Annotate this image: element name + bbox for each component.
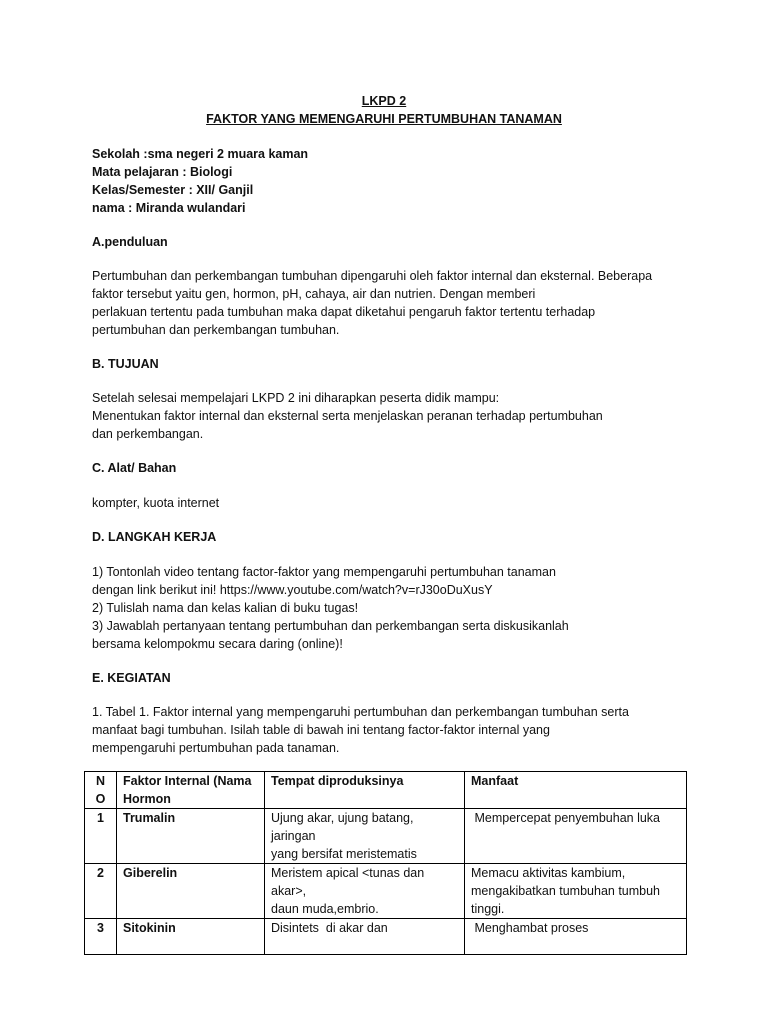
- document-code: LKPD 2: [361, 94, 407, 108]
- school-line: Sekolah :sma negeri 2 muara kaman: [92, 147, 309, 161]
- section-a-line: pertumbuhan dan perkembangan tumbuhan.: [92, 323, 340, 337]
- table-header-row: [85, 772, 687, 809]
- row-factor: Giberelin: [117, 864, 265, 919]
- row-place-line: daun muda,embrio.: [271, 902, 379, 916]
- table-row: [85, 864, 687, 919]
- step-line-link: dengan link berikut ini! https://www.youtube.com/watch?v=rJ30oDuXusY: [92, 583, 493, 597]
- header-place: Tempat diproduksinya: [265, 772, 465, 809]
- header-no-line: O: [95, 792, 106, 806]
- section-b-line: Menentukan faktor internal dan eksternal serta menjelaskan peranan terhadap pertumbuhan: [92, 409, 603, 423]
- activity-line: mempengaruhi pertumbuhan pada tanaman.: [92, 741, 340, 755]
- step-line: 3) Jawablah pertanyaan tentang pertumbuhan dan perkembangan serta diskusikanlah: [92, 619, 569, 633]
- subject-line: Mata pelajaran : Biologi: [92, 165, 233, 179]
- step-line: bersama kelompokmu secara daring (online)!: [92, 637, 343, 651]
- section-c-text: kompter, kuota internet: [92, 496, 220, 510]
- section-c-heading: C. Alat/ Bahan: [92, 461, 177, 475]
- header-factor: [117, 772, 265, 809]
- row-place-line: Ujung akar, ujung batang, jaringan: [271, 811, 414, 843]
- section-e-heading: E. KEGIATAN: [92, 671, 171, 685]
- row-number: 3: [85, 919, 117, 955]
- section-b-line: Setelah selesai mempelajari LKPD 2 ini diharapkan peserta didik mampu:: [92, 391, 500, 405]
- internal-factors-table: [84, 771, 687, 955]
- row-place-line: Disintets di akar dan: [271, 921, 388, 935]
- row-benefit: [465, 919, 687, 955]
- section-a-heading: A.penduluan: [92, 235, 168, 249]
- section-b-heading: B. TUJUAN: [92, 357, 159, 371]
- step-line: 1) Tontonlah video tentang factor-faktor yang mempengaruhi pertumbuhan tanaman: [92, 565, 556, 579]
- document-title: FAKTOR YANG MEMENGARUHI PERTUMBUHAN TANAMAN: [206, 112, 562, 126]
- row-number: 2: [85, 864, 117, 919]
- row-benefit-line: tinggi.: [471, 902, 505, 916]
- row-place-line: yang bersifat meristematis: [271, 847, 417, 861]
- header-factor-line: Hormon: [123, 792, 171, 806]
- row-place-line: Meristem apical <tunas dan akar>,: [271, 866, 425, 898]
- table-row: [85, 809, 687, 864]
- row-benefit: [465, 809, 687, 864]
- header-benefit: Manfaat: [465, 772, 687, 809]
- activity-line: manfaat bagi tumbuhan. Isilah table di bawah ini tentang factor-faktor internal yang: [92, 723, 550, 737]
- row-benefit-line: Menghambat proses: [471, 921, 589, 935]
- header-factor-line: Faktor Internal (Nama: [123, 774, 252, 788]
- row-factor: Trumalin: [117, 809, 265, 864]
- row-factor: Sitokinin: [117, 919, 265, 955]
- class-semester-line: Kelas/Semester : XII/ Ganjil: [92, 183, 254, 197]
- activity-line: 1. Tabel 1. Faktor internal yang mempengaruhi pertumbuhan dan perkembangan tumbuhan serta: [92, 705, 629, 719]
- row-place: [265, 864, 465, 919]
- section-a-line: Pertumbuhan dan perkembangan tumbuhan dipengaruhi oleh faktor internal dan eksternal. Beberapa: [92, 269, 653, 283]
- row-benefit: [465, 864, 687, 919]
- row-number: 1: [85, 809, 117, 864]
- student-name-line: nama : Miranda wulandari: [92, 201, 246, 215]
- section-a-line: faktor tersebut yaitu gen, hormon, pH, cahaya, air dan nutrien. Dengan memberi: [92, 287, 536, 301]
- row-benefit-line: Memacu aktivitas kambium,: [471, 866, 626, 880]
- section-b-line: dan perkembangan.: [92, 427, 204, 441]
- row-benefit-line: mengakibatkan tumbuhan tumbuh: [471, 884, 661, 898]
- row-place: [265, 919, 465, 955]
- header-no-line: N: [95, 774, 106, 788]
- section-d-heading: D. LANGKAH KERJA: [92, 530, 217, 544]
- table-row: [85, 919, 687, 955]
- row-benefit-line: Mempercepat penyembuhan luka: [471, 811, 661, 825]
- step-line: 2) Tulislah nama dan kelas kalian di buku tugas!: [92, 601, 359, 615]
- header-no: [85, 772, 117, 809]
- row-place: [265, 809, 465, 864]
- section-a-line: perlakuan tertentu pada tumbuhan maka dapat diketahui pengaruh faktor tertentu terhadap: [92, 305, 596, 319]
